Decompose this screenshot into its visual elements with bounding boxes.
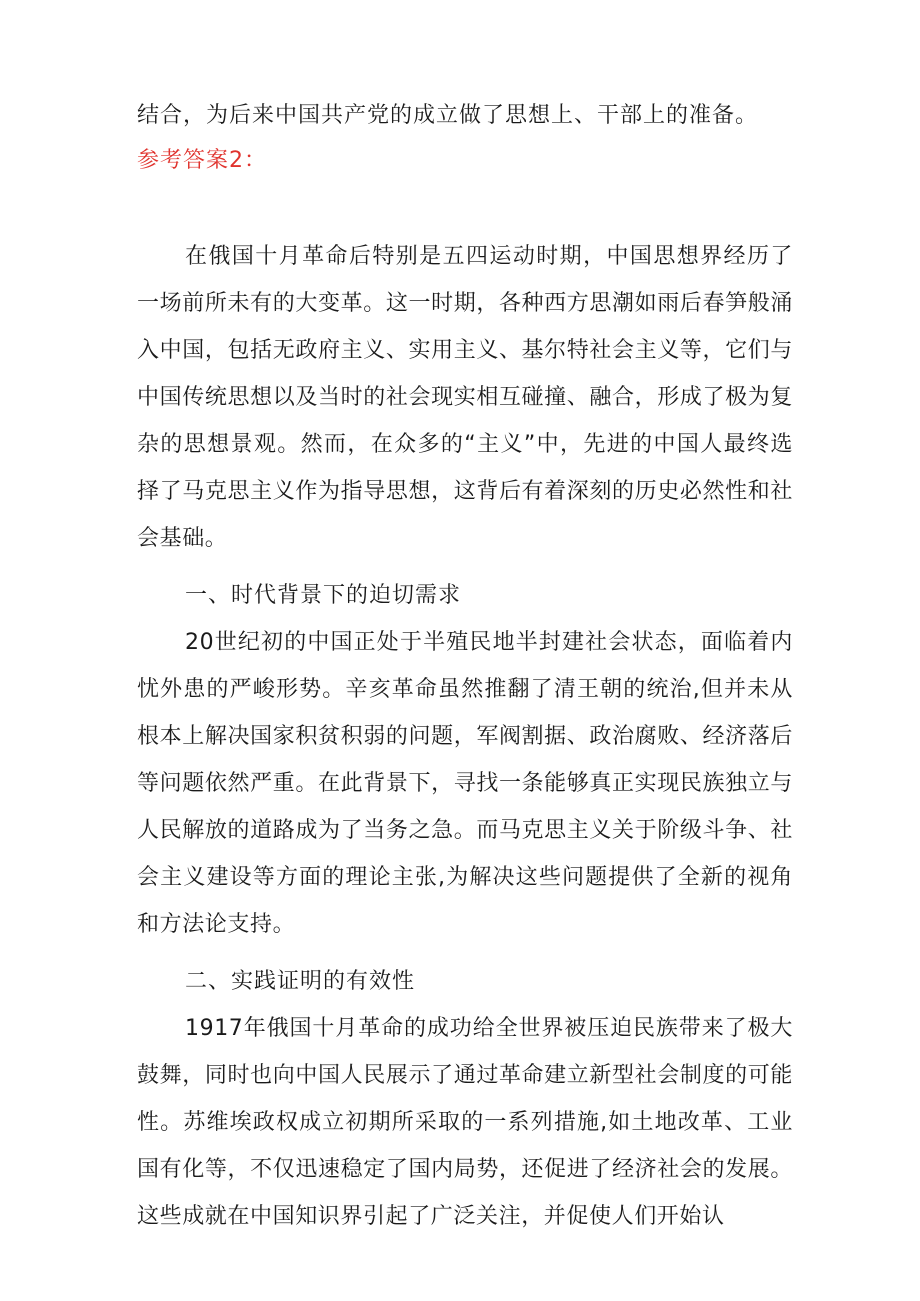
answer-label: 参考答案2： (137, 148, 267, 173)
continuation-text: 结合，为后来中国共产党的成立做了思想上、干部上的准备。 (137, 103, 759, 128)
intro-block (137, 233, 793, 562)
section2-paragraph: 1917年俄国十月革命的成功给全世界被压迫民族带来了极大鼓舞，同时也向中国人民展示了通过革命建立新型社会制度的可能性。苏维埃政权成立初期所采取的一系列措施,如土地改革、工业国有化等，不仅迅速稳定了国内局势，还促进了经济社会的发展。这些成就在中国知识界引起了广泛关注，并促使人们开始认 (137, 1016, 793, 1229)
section1-block (137, 619, 793, 948)
section1-paragraph: 20世纪初的中国正处于半殖民地半封建社会状态，面临着内忧外患的严峻形势。辛亥革命虽然推翻了清王朝的统治,但并未从根本上解决国家积贫积弱的问题，军阀割据、政治腐败、经济落后等问题依然严重。在此背景下，寻找一条能够真正实现民族独立与人民解放的道路成为了当务之急。而马克思主义关于阶级斗争、社会主义建设等方面的理论主张,为解决这些问题提供了全新的视角和方法论支持。 (137, 630, 793, 937)
intro-paragraph: 在俄国十月革命后特别是五四运动时期，中国思想界经历了一场前所未有的大变革。这一时期，各种西方思潮如雨后春笋般涌入中国，包括无政府主义、实用主义、基尔特社会主义等，它们与中国传统思想以及当时的社会现实相互碰撞、融合，形成了极为复杂的思想景观。然而，在众多的“主义”中，先进的中国人最终选择了马克思主义作为指导思想，这背后有着深刻的历史必然性和社会基础。 (137, 244, 793, 551)
section2-block (137, 1005, 793, 1240)
section-heading-2: 二、实践证明的有效性 (185, 969, 416, 994)
section-heading-1: 一、时代背景下的迫切需求 (185, 583, 462, 608)
